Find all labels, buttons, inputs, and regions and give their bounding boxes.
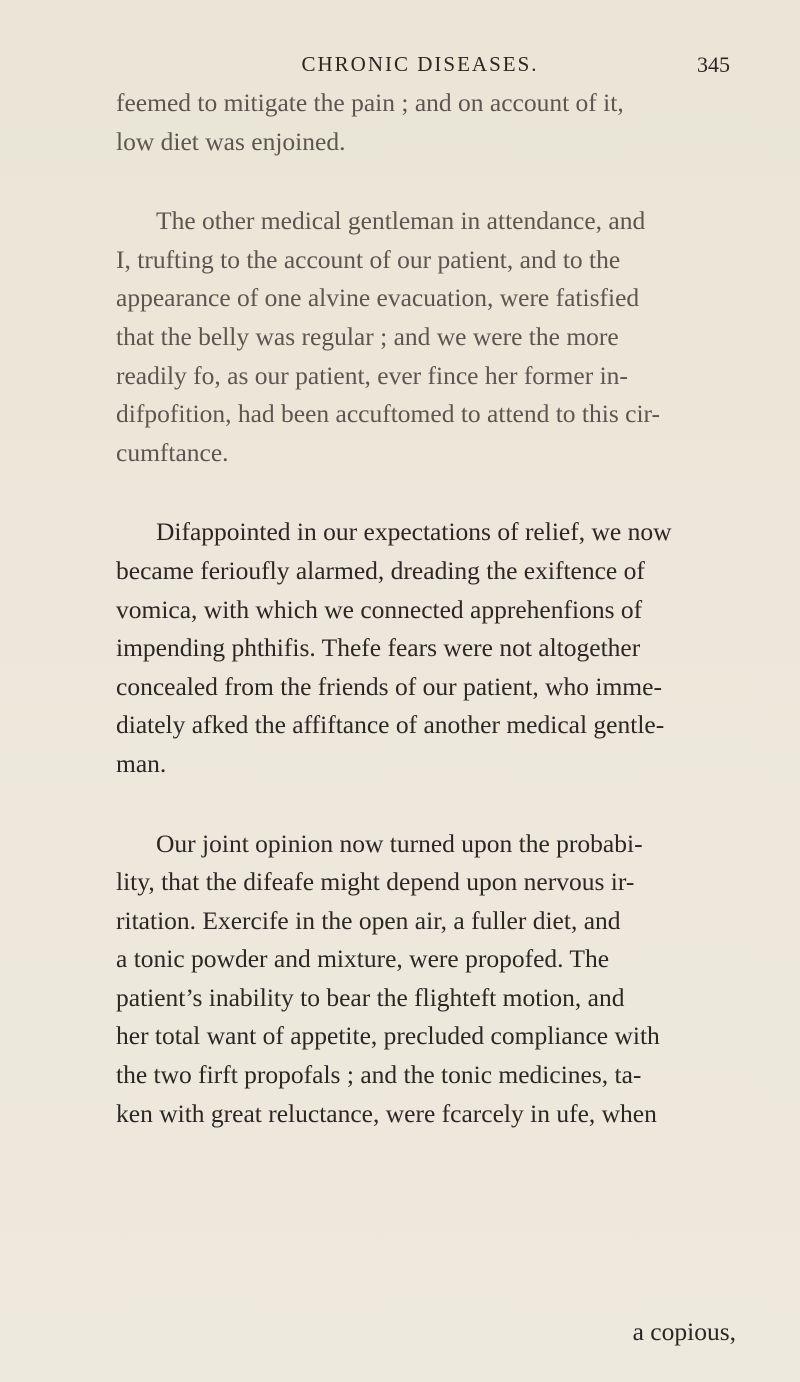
text-line: vomica, with which we connected apprehenfions of	[116, 594, 643, 624]
text-line: Our joint opinion now turned upon the probabi-	[156, 828, 643, 858]
text-line: diately afked the affiftance of another medical gentle-	[116, 710, 665, 740]
text-line: difpofition, had been accuftomed to attend to this cir-	[116, 399, 661, 429]
paragraph-joint-opinion	[116, 825, 736, 1134]
body-text	[116, 84, 736, 1133]
text-line: The other medical gentleman in attendance, and	[156, 206, 646, 236]
text-line: concealed from the friends of our patient, who imme-	[116, 671, 662, 701]
text-line: that the belly was regular ; and we were the more	[116, 321, 619, 351]
text-line: I, trufting to the account of our patient, and to the	[116, 244, 621, 274]
text-line: a tonic powder and mixture, were propofed. The	[116, 944, 610, 974]
text-line: patient’s inability to bear the flighteft motion, and	[116, 982, 625, 1012]
text-line: feemed to mitigate the pain ; and on account of it,	[116, 88, 624, 117]
text-line: man.	[116, 748, 167, 778]
text-line: lity, that the difeafe might depend upon nervous ir-	[116, 867, 635, 897]
text-line: became ferioufly alarmed, dreading the exiftence of	[116, 555, 645, 585]
text-line: Difappointed in our expectations of relief, we now	[156, 517, 672, 547]
catchword: a copious,	[632, 1317, 736, 1346]
text-line: cumftance.	[116, 437, 229, 467]
text-line: readily fo, as our patient, ever fince her former in-	[116, 360, 628, 390]
text-line: appearance of one alvine evacuation, were fatisfied	[116, 283, 640, 313]
page-number: 345	[697, 52, 730, 77]
text-line: the two firft propofals ; and the tonic medicines, ta-	[116, 1060, 642, 1090]
paragraph-disappointed	[116, 513, 736, 783]
text-line: ritation. Exercife in the open air, a fuller diet, and	[116, 905, 621, 935]
page-header	[110, 52, 730, 82]
text-line: ken with great reluctance, were fcarcely in ufe, when	[116, 1098, 657, 1128]
paragraph-continued	[116, 84, 736, 161]
paragraph-other-medical-gentleman	[116, 202, 736, 472]
text-line: impending phthifis. Thefe fears were not altogether	[116, 633, 641, 663]
running-head: CHRONIC DISEASES.	[301, 52, 539, 76]
text-line: low diet was enjoined.	[116, 126, 346, 156]
text-line: her total want of appetite, precluded compliance with	[116, 1021, 660, 1051]
